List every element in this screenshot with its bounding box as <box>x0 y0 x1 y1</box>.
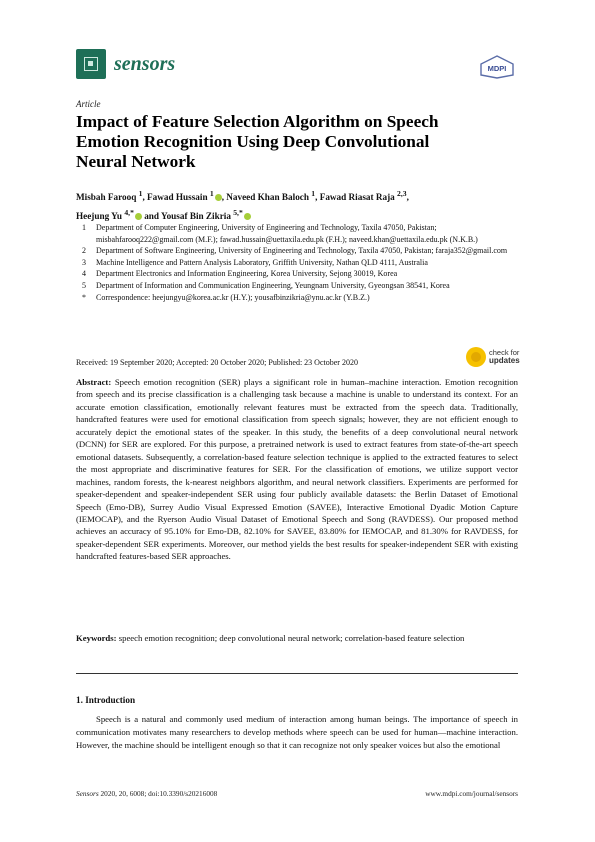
abstract-text: Speech emotion recognition (SER) plays a significant role in human–machine interaction. Emotion recognition from speech and its precise classification is a challenging task because a machine is unable to understand its context. For an accurate emotion classification, emotionally relevant features must be extracted from the speech data. Traditionally, handcrafted features were used for emotional classification from speech signals; however, they are not efficient enough to accurately depict the emotional states of the speaker. In this study, the benefits of a deep convolutional neural network (DCNN) for SER are explored. For this purpose, a pretrained network is used to extract features from state-of-the-art speech emotional datasets. Subsequently, a correlation-based feature selection technique is applied to the extracted features to select the most appropriate and discriminative features for SER. For the classification of emotions, we utilize support vector machines, random forests, the k-nearest neighbors algorithm, and neural network classifiers. Experiments are performed for speaker-dependent and speaker-independent SER using four publicly available datasets: the Berlin Dataset of Emotional Speech (Emo-DB), Surrey Audio Visual Expressed Emotion (SAVEE), Interactive Emotional Dyadic Motion Capture (IEMOCAP), and the Ryerson Audio Visual Dataset of Emotional Speech and Song (RAVDESS). Our proposed method achieves an accuracy of 95.10% for Emo-DB, 82.10% for SAVEE, 83.80% for IEMOCAP, and 81.30% for RAVDESS, for speaker-dependent SER experiments. Moreover, our method yields the best results for speaker-independent SER with existing handcrafted features-based SER approaches. <box>76 377 519 562</box>
keywords <box>76 632 518 644</box>
author-affiliation: 5,* <box>233 208 243 218</box>
abstract <box>76 376 518 563</box>
footer-citation <box>76 789 217 798</box>
check-updates-line2: updates <box>489 356 520 365</box>
affiliation-list <box>76 222 526 303</box>
affiliation-item <box>76 245 526 257</box>
check-for-updates-button[interactable] <box>466 347 520 367</box>
correspondence-text: Correspondence: heejungyu@korea.ac.kr (H.Y.); yousafbinzikria@ynu.ac.kr (Y.B.Z.) <box>96 292 370 302</box>
section-heading: 1. Introduction <box>76 695 136 705</box>
author-affiliation: 1 <box>138 189 143 198</box>
keywords-label: Keywords: <box>76 633 117 643</box>
journal-logo[interactable] <box>76 49 175 79</box>
author-list <box>76 186 536 224</box>
author-line-1: Misbah Farooq $^1$, Fawad Hussain $^1$ , Naveed Khan Baloch $^1$, Fawad Riasat Raja $^{2,3}$, <box>76 189 409 203</box>
author-name: Misbah Farooq <box>76 192 137 203</box>
affiliation-text: Department of Information and Communication Engineering, Yeungnam University, Gyeongsan 38541, Korea <box>96 280 450 290</box>
orcid-icon[interactable] <box>215 194 222 201</box>
affiliation-item <box>76 222 526 245</box>
title-line: Neural Network <box>76 152 196 171</box>
mdpi-logo-icon[interactable] <box>478 55 516 79</box>
orcid-icon[interactable] <box>135 213 142 220</box>
affiliation-item <box>76 280 526 292</box>
author-affiliation: 2,3 <box>397 189 407 198</box>
abstract-label: Abstract: <box>76 377 112 387</box>
footer-doi: 2020, 20, 6008; doi:10.3390/s20216008 <box>100 789 218 798</box>
paper-title <box>76 112 496 172</box>
affiliation-number: 3 <box>82 257 86 267</box>
affiliation-text: Department of Computer Engineering, University of Engineering and Technology, Taxila 47050, Pakistan; misbahfarooq222@gmail.com (M.F.); fawad.hussain@uettaxila.edu.pk (F.H.); naveed.khan@uettaxila.edu.pk (N.K.B.) <box>96 223 478 244</box>
section-divider <box>76 673 518 674</box>
mdpi-logo-text: MDPI <box>487 64 507 73</box>
affiliation-number: 2 <box>82 246 86 256</box>
affiliation-number: 1 <box>82 223 86 232</box>
affiliation-text: Machine Intelligence and Pattern Analysis Laboratory, Griffith University, Nathan QLD 4111, Australia <box>96 257 428 267</box>
affiliation-item <box>76 257 526 269</box>
check-updates-line1: check for <box>489 348 520 357</box>
orcid-icon[interactable] <box>244 213 251 220</box>
author-name: Fawad Riasat Raja <box>319 192 395 203</box>
journal-name: sensors <box>114 52 176 75</box>
affiliation-text: Department Electronics and Information Engineering, Korea University, Sejong 30019, Korea <box>96 269 398 279</box>
title-line: Emotion Recognition Using Deep Convolutional <box>76 132 430 151</box>
author-affiliation: 4,* <box>124 208 134 218</box>
correspondence-item <box>76 292 526 304</box>
page-footer <box>76 789 518 798</box>
author-name: Fawad Hussain <box>147 192 208 203</box>
affiliation-number: * <box>82 292 86 302</box>
footer-journal: Sensors <box>76 789 99 798</box>
sensors-chip-icon <box>76 49 106 79</box>
check-updates-icon <box>466 347 486 367</box>
publication-dates: Received: 19 September 2020; Accepted: 20 October 2020; Published: 23 October 2020 <box>76 358 358 367</box>
author-affiliation: 1 <box>209 189 214 198</box>
keywords-text: speech emotion recognition; deep convolutional neural network; correlation-based feature selection <box>118 633 465 643</box>
author-name: and Yousaf Bin Zikria <box>144 211 231 222</box>
author-name: Heejung Yu <box>76 211 123 222</box>
affiliation-number: 4 <box>82 269 86 279</box>
affiliation-number: 5 <box>82 280 86 290</box>
affiliation-item <box>76 268 526 280</box>
author-affiliation: 1 <box>311 189 316 198</box>
title-line: Impact of Feature Selection Algorithm on Speech <box>76 112 439 131</box>
introduction-text: Speech is a natural and commonly used medium of interaction among human beings. The importance of speech in communication motivates many researchers to develop methods where speech can be used for human—machine interaction. However, the machine should be intelligent enough so that it can recognize not only speaker voices but also the emotional <box>76 714 518 750</box>
footer-url[interactable]: www.mdpi.com/journal/sensors <box>425 789 518 798</box>
article-type: Article <box>76 99 101 109</box>
author-name: Naveed Khan Baloch <box>226 192 309 203</box>
affiliation-text: Department of Software Engineering, University of Engineering and Technology, Taxila 47050, Pakistan; faraja352@gmail.com <box>96 246 508 256</box>
